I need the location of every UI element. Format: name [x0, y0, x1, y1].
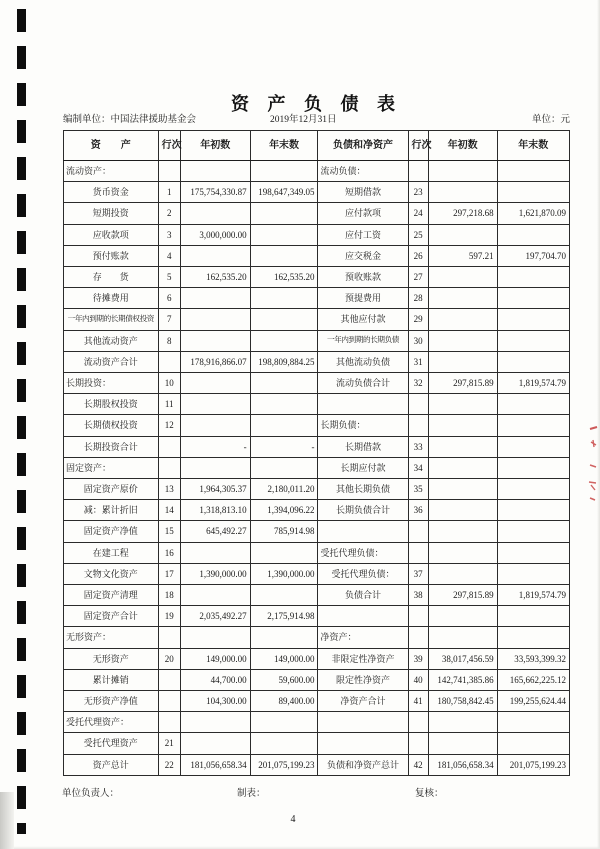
liability-label-cell: 负债合计	[318, 585, 408, 606]
column-header: 年初数	[180, 131, 250, 161]
asset-label-cell: 流动资产合计	[64, 351, 159, 372]
liability-line-no-cell	[408, 521, 428, 542]
asset-label-cell: 固定资产：	[64, 457, 159, 478]
asset-line-no-cell: 10	[158, 373, 180, 394]
table-row	[64, 691, 570, 712]
liability-begin-value-cell	[428, 521, 497, 542]
liability-line-no-cell	[408, 606, 428, 627]
asset-end-value-cell: 89,400.00	[250, 691, 318, 712]
liability-end-value-cell	[497, 521, 569, 542]
liability-end-value-cell	[497, 457, 569, 478]
asset-line-no-cell: 1	[158, 182, 180, 203]
table-row	[64, 563, 570, 584]
liability-begin-value-cell	[428, 563, 497, 584]
liability-end-value-cell	[497, 627, 569, 648]
liability-end-value-cell	[497, 415, 569, 436]
liability-end-value-cell	[497, 394, 569, 415]
asset-end-value-cell: 2,180,011.20	[250, 479, 318, 500]
liability-label-cell: 长期借款	[318, 436, 408, 457]
asset-label-cell: 长期投资合计	[64, 436, 159, 457]
asset-end-value-cell	[250, 288, 318, 309]
asset-line-no-cell: 18	[158, 585, 180, 606]
asset-end-value-cell: 785,914.98	[250, 521, 318, 542]
liability-end-value-cell	[497, 479, 569, 500]
liability-end-value-cell: 1,819,574.79	[497, 373, 569, 394]
liability-label-cell: 负债和净资产总计	[318, 754, 408, 775]
liability-begin-value-cell	[428, 309, 497, 330]
asset-label-cell: 长期债权投资	[64, 415, 159, 436]
table-row	[64, 267, 570, 288]
asset-label-cell: 固定资产合计	[64, 606, 159, 627]
liability-label-cell: 应交税金	[318, 245, 408, 266]
asset-begin-value-cell: 181,056,658.34	[180, 754, 250, 775]
liability-begin-value-cell	[428, 733, 497, 754]
column-header: 行次	[158, 131, 180, 161]
liability-end-value-cell	[497, 288, 569, 309]
liability-label-cell: 短期借款	[318, 182, 408, 203]
asset-label-cell: 存 货	[64, 267, 159, 288]
liability-line-no-cell	[408, 712, 428, 733]
asset-label-cell: 减：累计折旧	[64, 500, 159, 521]
liability-label-cell	[318, 712, 408, 733]
liability-line-no-cell	[408, 394, 428, 415]
asset-line-no-cell	[158, 457, 180, 478]
liability-end-value-cell: 165,662,225.12	[497, 669, 569, 690]
liability-begin-value-cell	[428, 500, 497, 521]
table-header-row	[64, 131, 570, 161]
preparer-label: 制表：	[237, 789, 266, 799]
liability-end-value-cell	[497, 224, 569, 245]
asset-label-cell: 短期投资	[64, 203, 159, 224]
liability-line-no-cell: 31	[408, 351, 428, 372]
liability-begin-value-cell	[428, 351, 497, 372]
asset-line-no-cell: 11	[158, 394, 180, 415]
liability-label-cell	[318, 733, 408, 754]
liability-end-value-cell: 197,704.70	[497, 245, 569, 266]
asset-line-no-cell: 6	[158, 288, 180, 309]
liability-label-cell	[318, 606, 408, 627]
table-row	[64, 521, 570, 542]
asset-label-cell: 待摊费用	[64, 288, 159, 309]
page-title: 资 产 负 债 表	[231, 94, 402, 114]
asset-label-cell: 货币资金	[64, 182, 159, 203]
liability-line-no-cell: 27	[408, 267, 428, 288]
asset-label-cell: 无形资产	[64, 648, 159, 669]
liability-begin-value-cell	[428, 457, 497, 478]
column-header: 年末数	[250, 131, 318, 161]
table-row	[64, 245, 570, 266]
asset-end-value-cell: 198,647,349.05	[250, 182, 318, 203]
table-row	[64, 436, 570, 457]
liability-begin-value-cell: 597.21	[428, 245, 497, 266]
liability-begin-value-cell	[428, 712, 497, 733]
asset-label-cell: 流动资产：	[64, 161, 159, 182]
liability-label-cell: 应付款项	[318, 203, 408, 224]
asset-line-no-cell: 12	[158, 415, 180, 436]
liability-end-value-cell	[497, 267, 569, 288]
liability-line-no-cell: 25	[408, 224, 428, 245]
asset-label-cell: 资产总计	[64, 754, 159, 775]
liability-line-no-cell: 32	[408, 373, 428, 394]
asset-line-no-cell: 5	[158, 267, 180, 288]
table-row	[64, 288, 570, 309]
asset-line-no-cell: 21	[158, 733, 180, 754]
asset-begin-value-cell: 1,390,000.00	[180, 563, 250, 584]
report-date: 2019年12月31日	[270, 115, 337, 125]
table-row	[64, 457, 570, 478]
asset-end-value-cell: 1,390,000.00	[250, 563, 318, 584]
liability-begin-value-cell	[428, 182, 497, 203]
asset-begin-value-cell	[180, 627, 250, 648]
asset-line-no-cell: 22	[158, 754, 180, 775]
liability-end-value-cell	[497, 351, 569, 372]
asset-end-value-cell: 162,535.20	[250, 267, 318, 288]
asset-end-value-cell: 198,809,884.25	[250, 351, 318, 372]
table-row	[64, 669, 570, 690]
asset-label-cell: 无形资产：	[64, 627, 159, 648]
liability-begin-value-cell	[428, 436, 497, 457]
table-row	[64, 648, 570, 669]
asset-end-value-cell	[250, 394, 318, 415]
asset-label-cell: 无形资产净值	[64, 691, 159, 712]
asset-begin-value-cell: 178,916,866.07	[180, 351, 250, 372]
liability-end-value-cell	[497, 542, 569, 563]
asset-begin-value-cell	[180, 585, 250, 606]
asset-line-no-cell: 4	[158, 245, 180, 266]
liability-line-no-cell: 29	[408, 309, 428, 330]
asset-begin-value-cell	[180, 330, 250, 351]
liability-label-cell: 应付工资	[318, 224, 408, 245]
asset-label-cell: 固定资产清理	[64, 585, 159, 606]
asset-line-no-cell	[158, 712, 180, 733]
liability-begin-value-cell: 38,017,456.59	[428, 648, 497, 669]
liability-line-no-cell: 41	[408, 691, 428, 712]
asset-label-cell: 固定资产原价	[64, 479, 159, 500]
table-row	[64, 754, 570, 775]
asset-begin-value-cell: 1,964,305.37	[180, 479, 250, 500]
liability-end-value-cell	[497, 500, 569, 521]
asset-begin-value-cell: 645,492.27	[180, 521, 250, 542]
liability-label-cell	[318, 394, 408, 415]
liability-label-cell: 预提费用	[318, 288, 408, 309]
asset-begin-value-cell	[180, 394, 250, 415]
asset-begin-value-cell: 149,000.00	[180, 648, 250, 669]
liability-line-no-cell: 39	[408, 648, 428, 669]
column-header: 资 产	[64, 131, 159, 161]
liability-begin-value-cell	[428, 330, 497, 351]
table-row	[64, 733, 570, 754]
liability-line-no-cell: 38	[408, 585, 428, 606]
liability-begin-value-cell: 181,056,658.34	[428, 754, 497, 775]
liability-label-cell: 长期负债合计	[318, 500, 408, 521]
asset-line-no-cell: 8	[158, 330, 180, 351]
asset-label-cell: 累计摊销	[64, 669, 159, 690]
asset-label-cell: 预付账款	[64, 245, 159, 266]
liability-line-no-cell	[408, 542, 428, 563]
liability-end-value-cell	[497, 563, 569, 584]
balance-sheet-table	[63, 130, 570, 776]
liability-begin-value-cell	[428, 267, 497, 288]
unit-label: 单位：元	[531, 115, 570, 125]
liability-label-cell	[318, 521, 408, 542]
liability-label-cell: 长期应付款	[318, 457, 408, 478]
asset-begin-value-cell	[180, 373, 250, 394]
liability-label-cell: 限定性净资产	[318, 669, 408, 690]
column-header: 负债和净资产	[318, 131, 408, 161]
asset-begin-value-cell	[180, 415, 250, 436]
asset-begin-value-cell	[180, 712, 250, 733]
asset-end-value-cell	[250, 542, 318, 563]
asset-begin-value-cell: -	[180, 436, 250, 457]
asset-line-no-cell: 20	[158, 648, 180, 669]
liability-label-cell: 其他长期负债	[318, 479, 408, 500]
asset-begin-value-cell	[180, 288, 250, 309]
asset-end-value-cell	[250, 245, 318, 266]
table-row	[64, 479, 570, 500]
liability-begin-value-cell	[428, 161, 497, 182]
asset-line-no-cell	[158, 161, 180, 182]
liability-begin-value-cell: 297,218.68	[428, 203, 497, 224]
liability-label-cell: 其他应付款	[318, 309, 408, 330]
table-row	[64, 203, 570, 224]
asset-begin-value-cell: 1,318,813.10	[180, 500, 250, 521]
table-row	[64, 182, 570, 203]
asset-line-no-cell: 14	[158, 500, 180, 521]
liability-line-no-cell	[408, 415, 428, 436]
asset-line-no-cell: 16	[158, 542, 180, 563]
table-row	[64, 330, 570, 351]
liability-end-value-cell	[497, 309, 569, 330]
table-row	[64, 373, 570, 394]
table-row	[64, 627, 570, 648]
asset-label-cell: 一年内到期的长期债权投资	[64, 309, 159, 330]
asset-begin-value-cell	[180, 245, 250, 266]
asset-end-value-cell: 2,175,914.98	[250, 606, 318, 627]
asset-label-cell: 文物文化资产	[64, 563, 159, 584]
asset-label-cell: 长期投资：	[64, 373, 159, 394]
asset-label-cell: 在建工程	[64, 542, 159, 563]
asset-line-no-cell: 17	[158, 563, 180, 584]
asset-begin-value-cell: 104,300.00	[180, 691, 250, 712]
asset-end-value-cell: 149,000.00	[250, 648, 318, 669]
table-row	[64, 224, 570, 245]
reviewer-label: 复核：	[415, 789, 444, 799]
liability-end-value-cell	[497, 606, 569, 627]
liability-label-cell: 净资产合计	[318, 691, 408, 712]
column-header: 行次	[408, 131, 428, 161]
asset-begin-value-cell	[180, 457, 250, 478]
liability-label-cell: 流动负债：	[318, 161, 408, 182]
asset-end-value-cell	[250, 415, 318, 436]
asset-label-cell: 应收款项	[64, 224, 159, 245]
asset-line-no-cell: 19	[158, 606, 180, 627]
asset-begin-value-cell	[180, 161, 250, 182]
liability-end-value-cell	[497, 330, 569, 351]
scan-corner-shadow	[0, 792, 14, 849]
liability-line-no-cell: 37	[408, 563, 428, 584]
asset-end-value-cell: -	[250, 436, 318, 457]
asset-begin-value-cell	[180, 733, 250, 754]
asset-end-value-cell	[250, 203, 318, 224]
asset-line-no-cell	[158, 691, 180, 712]
meta-row	[63, 111, 570, 125]
liability-line-no-cell: 28	[408, 288, 428, 309]
liability-begin-value-cell: 142,741,385.86	[428, 669, 497, 690]
liability-begin-value-cell	[428, 542, 497, 563]
liability-line-no-cell: 23	[408, 182, 428, 203]
liability-label-cell: 一年内到期的长期负债	[318, 330, 408, 351]
liability-label-cell: 其他流动负债	[318, 351, 408, 372]
liability-end-value-cell: 1,819,574.79	[497, 585, 569, 606]
asset-line-no-cell	[158, 351, 180, 372]
asset-begin-value-cell	[180, 309, 250, 330]
liability-begin-value-cell: 180,758,842.45	[428, 691, 497, 712]
asset-end-value-cell	[250, 733, 318, 754]
liability-begin-value-cell: 297,815.89	[428, 373, 497, 394]
liability-end-value-cell: 199,255,624.44	[497, 691, 569, 712]
table-row	[64, 606, 570, 627]
column-header: 年末数	[497, 131, 569, 161]
liability-line-no-cell	[408, 161, 428, 182]
asset-end-value-cell	[250, 712, 318, 733]
table-row	[64, 161, 570, 182]
liability-begin-value-cell	[428, 627, 497, 648]
asset-begin-value-cell: 175,754,330.87	[180, 182, 250, 203]
liability-end-value-cell	[497, 182, 569, 203]
table-row	[64, 542, 570, 563]
liability-label-cell: 长期负债：	[318, 415, 408, 436]
table-row	[64, 351, 570, 372]
table-row	[64, 394, 570, 415]
asset-line-no-cell	[158, 627, 180, 648]
binding-hole-marks-icon	[17, 9, 26, 834]
table-row	[64, 309, 570, 330]
asset-end-value-cell	[250, 224, 318, 245]
liability-begin-value-cell: 297,815.89	[428, 585, 497, 606]
asset-end-value-cell	[250, 373, 318, 394]
liability-line-no-cell: 36	[408, 500, 428, 521]
asset-end-value-cell	[250, 585, 318, 606]
liability-line-no-cell: 33	[408, 436, 428, 457]
liability-begin-value-cell	[428, 606, 497, 627]
liability-label-cell: 流动负债合计	[318, 373, 408, 394]
asset-begin-value-cell: 44,700.00	[180, 669, 250, 690]
asset-line-no-cell	[158, 436, 180, 457]
liability-end-value-cell: 201,075,199.23	[497, 754, 569, 775]
asset-line-no-cell: 2	[158, 203, 180, 224]
liability-line-no-cell: 42	[408, 754, 428, 775]
liability-label-cell: 受托代理负债：	[318, 563, 408, 584]
table-row	[64, 585, 570, 606]
column-header: 年初数	[428, 131, 497, 161]
asset-begin-value-cell: 3,000,000.00	[180, 224, 250, 245]
asset-end-value-cell	[250, 309, 318, 330]
asset-label-cell: 受托代理资产	[64, 733, 159, 754]
liability-end-value-cell	[497, 436, 569, 457]
asset-label-cell: 其他流动资产	[64, 330, 159, 351]
asset-line-no-cell	[158, 669, 180, 690]
prepared-by-label: 编制单位：中国法律援助基金会	[63, 115, 197, 125]
liability-line-no-cell: 34	[408, 457, 428, 478]
asset-end-value-cell: 59,600.00	[250, 669, 318, 690]
table-row	[64, 500, 570, 521]
liability-label-cell: 受托代理负债：	[318, 542, 408, 563]
asset-end-value-cell: 1,394,096.22	[250, 500, 318, 521]
liability-label-cell: 非限定性净资产	[318, 648, 408, 669]
asset-label-cell: 长期股权投资	[64, 394, 159, 415]
asset-begin-value-cell: 162,535.20	[180, 267, 250, 288]
liability-line-no-cell	[408, 627, 428, 648]
liability-end-value-cell: 1,621,870.09	[497, 203, 569, 224]
asset-label-cell: 固定资产净值	[64, 521, 159, 542]
asset-begin-value-cell	[180, 203, 250, 224]
asset-line-no-cell: 7	[158, 309, 180, 330]
liability-begin-value-cell	[428, 479, 497, 500]
page-number: 4	[290, 814, 296, 825]
liability-label-cell: 预收账款	[318, 267, 408, 288]
liability-line-no-cell	[408, 733, 428, 754]
liability-line-no-cell: 26	[408, 245, 428, 266]
liability-end-value-cell	[497, 161, 569, 182]
liability-end-value-cell: 33,593,399.32	[497, 648, 569, 669]
liability-line-no-cell: 40	[408, 669, 428, 690]
asset-end-value-cell: 201,075,199.23	[250, 754, 318, 775]
asset-begin-value-cell: 2,035,492.27	[180, 606, 250, 627]
asset-end-value-cell	[250, 627, 318, 648]
asset-line-no-cell: 15	[158, 521, 180, 542]
red-pen-marks-icon	[588, 425, 600, 505]
table-row	[64, 712, 570, 733]
liability-label-cell: 净资产：	[318, 627, 408, 648]
asset-end-value-cell	[250, 161, 318, 182]
table-row	[64, 415, 570, 436]
responsible-person-label: 单位负责人：	[62, 789, 120, 799]
liability-end-value-cell	[497, 712, 569, 733]
liability-begin-value-cell	[428, 415, 497, 436]
liability-begin-value-cell	[428, 394, 497, 415]
asset-end-value-cell	[250, 330, 318, 351]
asset-line-no-cell: 13	[158, 479, 180, 500]
asset-label-cell: 受托代理资产：	[64, 712, 159, 733]
asset-line-no-cell: 3	[158, 224, 180, 245]
asset-end-value-cell	[250, 457, 318, 478]
liability-line-no-cell: 30	[408, 330, 428, 351]
asset-begin-value-cell	[180, 542, 250, 563]
liability-begin-value-cell	[428, 224, 497, 245]
liability-begin-value-cell	[428, 288, 497, 309]
liability-line-no-cell: 24	[408, 203, 428, 224]
liability-end-value-cell	[497, 733, 569, 754]
liability-line-no-cell: 35	[408, 479, 428, 500]
